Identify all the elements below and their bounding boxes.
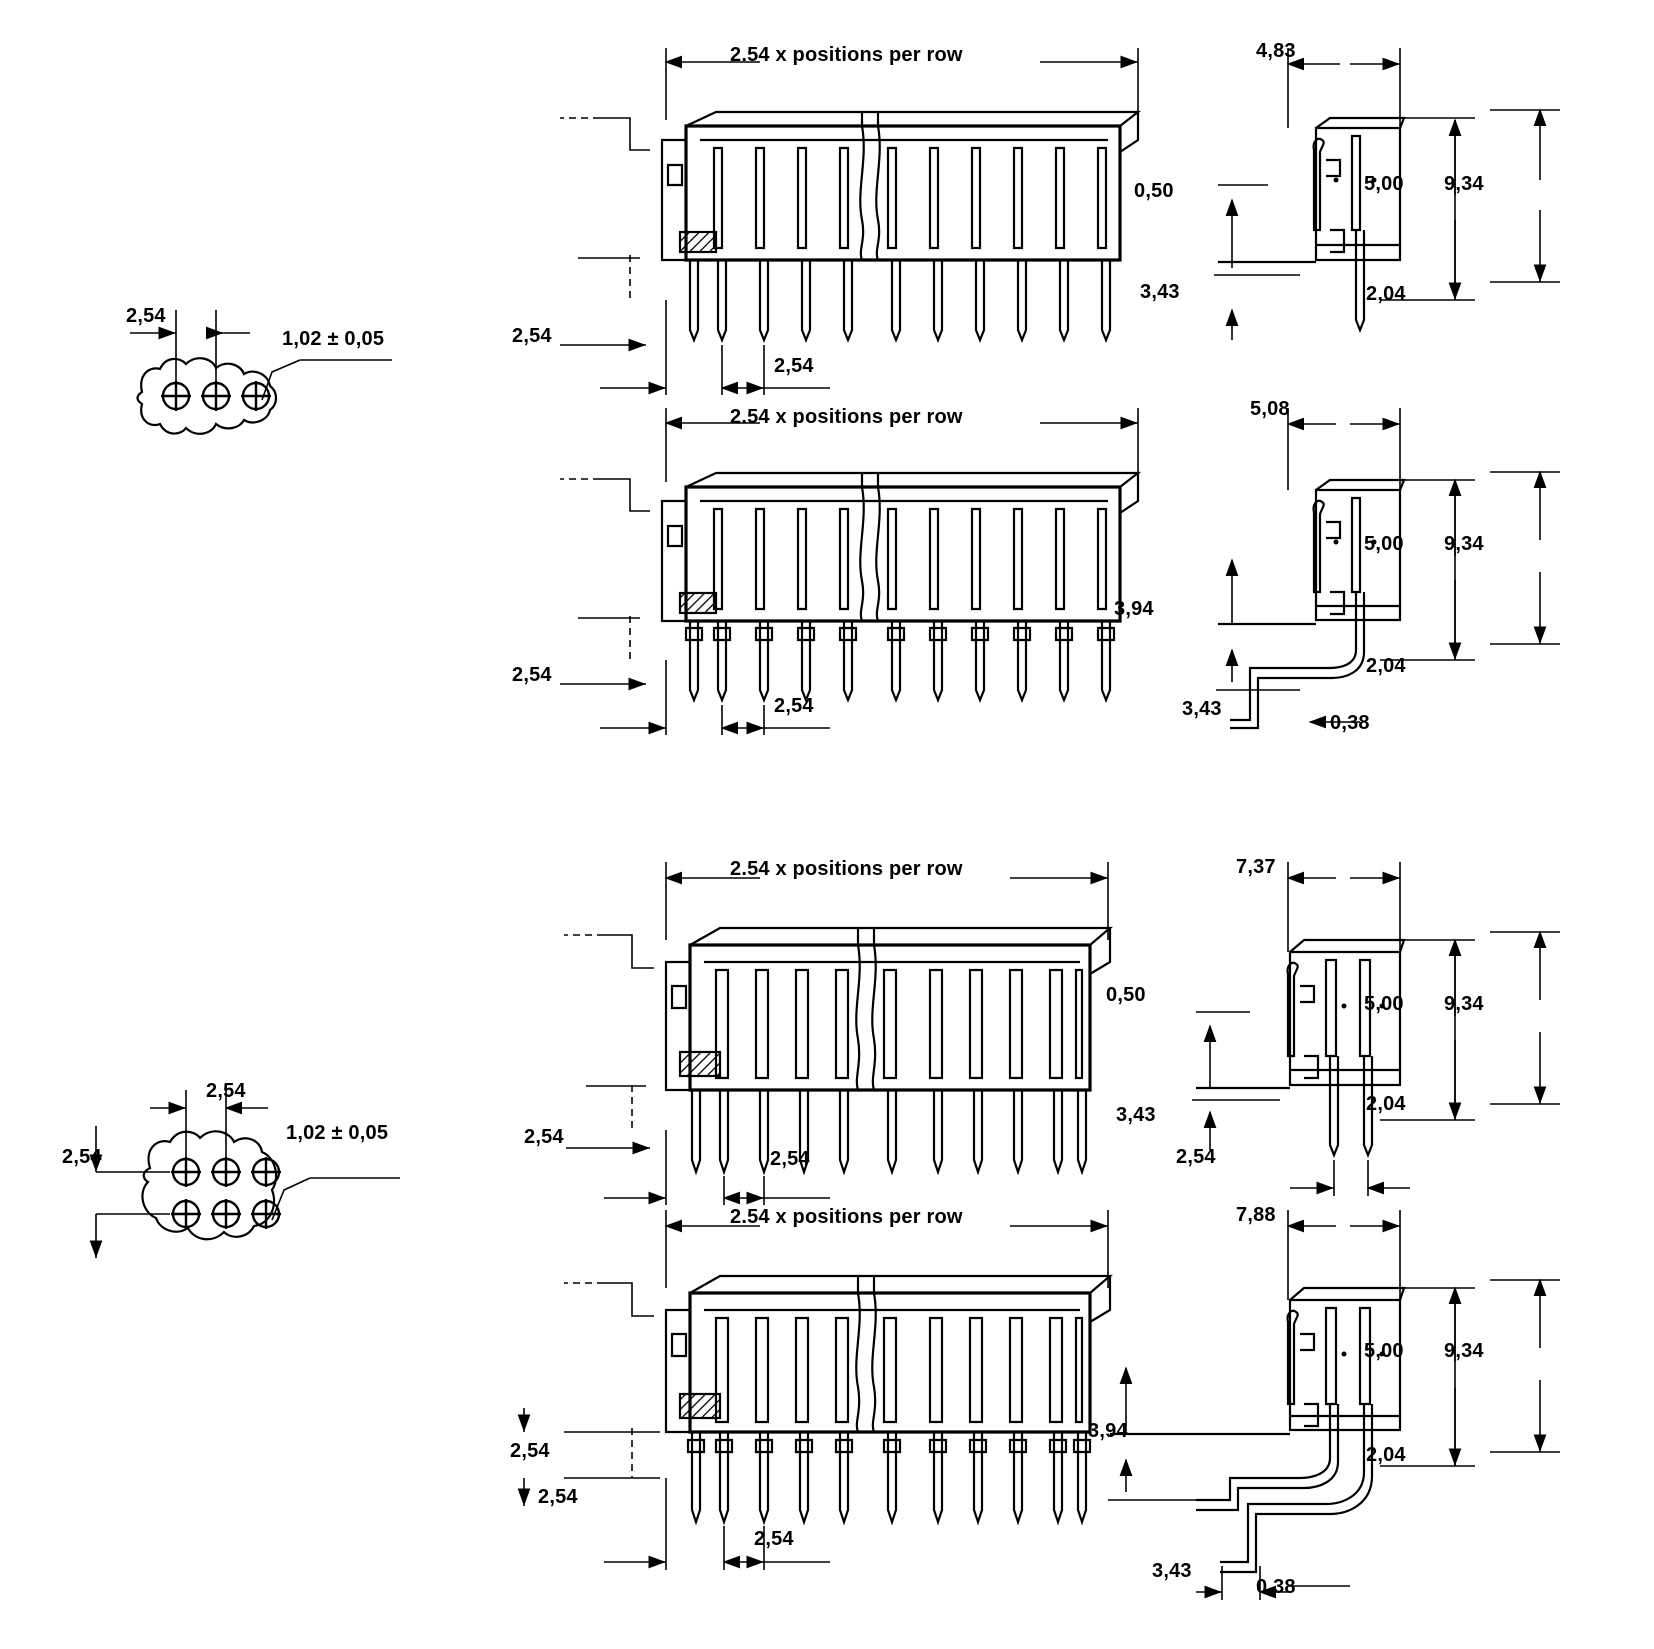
view4-pitch-left-lower-label: 2,54 <box>538 1486 578 1508</box>
endview3-row-spacing-label: 2,54 <box>1176 1146 1216 1168</box>
endview1-seating-label: 3,43 <box>1140 281 1180 303</box>
endview3-seating-label: 3,43 <box>1116 1104 1156 1126</box>
view4-row-span-label: 2.54 x positions per row <box>730 1206 963 1228</box>
endview4-tail-thickness-label: 0,38 <box>1256 1576 1296 1598</box>
endview2-tail-offset-label: 3,94 <box>1114 598 1154 620</box>
side-view-4-graphic <box>524 1210 1110 1570</box>
side-view-2-graphic <box>560 408 1138 735</box>
view2-pitch-left-label: 2,54 <box>512 664 552 686</box>
endview2-shoulder-label: 2,04 <box>1366 655 1406 677</box>
endview1-tail-width-label: 0,50 <box>1134 180 1174 202</box>
pcb2-pitch-h-label: 2,54 <box>206 1080 246 1102</box>
endview2-overall-height-label: 9,34 <box>1444 533 1484 555</box>
side-view-3-graphic <box>564 862 1110 1205</box>
endview1-width-label: 4,83 <box>1256 40 1296 62</box>
endview1-overall-height-label: 9,34 <box>1444 173 1484 195</box>
view2-row-span-label: 2.54 x positions per row <box>730 406 963 428</box>
endview2-seating-label: 3,43 <box>1182 698 1222 720</box>
view3-pitch-left-label: 2,54 <box>524 1126 564 1148</box>
endview2-contact-height-label: 5,00 <box>1364 533 1404 555</box>
side-view-1-graphic <box>560 48 1138 395</box>
endview3-contact-height-label: 5,00 <box>1364 993 1404 1015</box>
view4-pitch-left-upper-label: 2,54 <box>510 1440 550 1462</box>
end-view-4-graphic <box>1108 1210 1560 1600</box>
endview4-tail-offset-label: 3,94 <box>1088 1420 1128 1442</box>
endview3-tail-width-label: 0,50 <box>1106 984 1146 1006</box>
endview3-shoulder-label: 2,04 <box>1366 1093 1406 1115</box>
endview4-seating-label: 3,43 <box>1152 1560 1192 1582</box>
view1-pitch-bottom-label: 2,54 <box>774 355 814 377</box>
endview4-overall-height-label: 9,34 <box>1444 1340 1484 1362</box>
pcb2-hole-diameter-label: 1,02 ± 0,05 <box>286 1122 389 1144</box>
pcb2-pitch-v-label: 2,54 <box>62 1146 102 1168</box>
endview4-width-label: 7,88 <box>1236 1204 1276 1226</box>
view2-pitch-bottom-label: 2,54 <box>774 695 814 717</box>
view3-pitch-bottom-label: 2,54 <box>770 1148 810 1170</box>
endview1-shoulder-label: 2,04 <box>1366 283 1406 305</box>
endview2-width-label: 5,08 <box>1250 398 1290 420</box>
endview1-contact-height-label: 5,00 <box>1364 173 1404 195</box>
view4-pitch-bottom-label: 2,54 <box>754 1528 794 1550</box>
endview4-contact-height-label: 5,00 <box>1364 1340 1404 1362</box>
endview3-width-label: 7,37 <box>1236 856 1276 878</box>
endview2-tail-thickness-label: 0,38 <box>1330 712 1370 734</box>
end-view-2-graphic <box>1216 408 1560 728</box>
view1-pitch-left-label: 2,54 <box>512 325 552 347</box>
pcb1-hole-diameter-label: 1,02 ± 0,05 <box>282 328 385 350</box>
end-view-3-graphic <box>1192 862 1560 1196</box>
view1-row-span-label: 2.54 x positions per row <box>730 44 963 66</box>
pcb1-pitch-label: 2,54 <box>126 305 166 327</box>
endview3-overall-height-label: 9,34 <box>1444 993 1484 1015</box>
endview4-shoulder-label: 2,04 <box>1366 1444 1406 1466</box>
view3-row-span-label: 2.54 x positions per row <box>730 858 963 880</box>
pcb-layout-dual-row-graphic <box>96 1090 400 1258</box>
